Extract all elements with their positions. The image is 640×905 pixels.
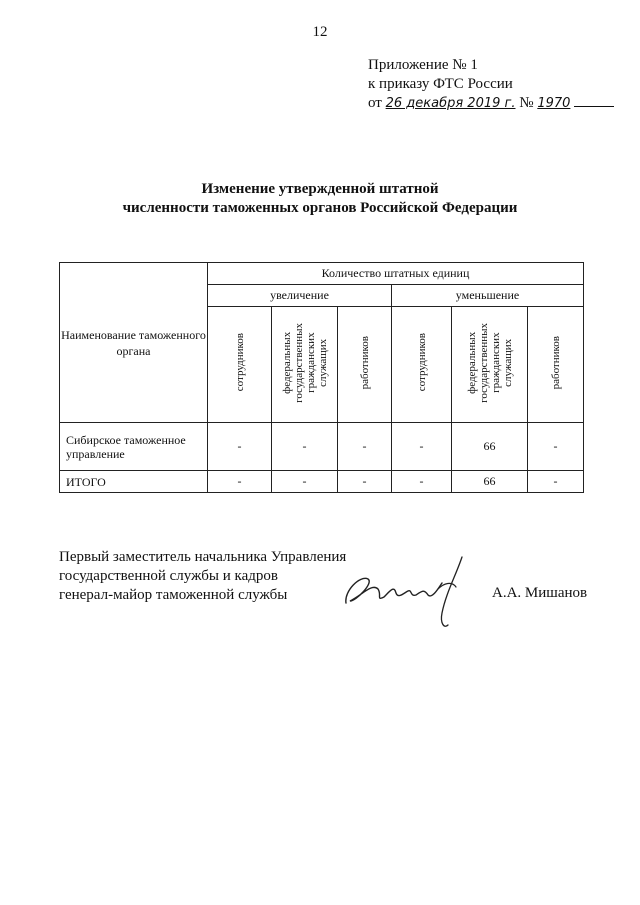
order-date: 26 декабря 2019 г. [385,96,516,111]
header-dec-employees: сотрудников [392,307,452,423]
signer-line3: генерал-майор таможенной службы [59,587,288,603]
cell: - [338,423,392,471]
cell: - [208,471,272,493]
cell: 66 [452,471,528,493]
cell: - [272,471,338,493]
header-decrease: уменьшение [392,285,584,307]
signer-block [59,548,346,605]
staffing-table [59,262,584,493]
cell: - [392,423,452,471]
cell: - [528,471,584,493]
header-dec-workers: работников [528,307,584,423]
document-title [0,180,640,218]
cell: - [338,471,392,493]
number-label: № [519,95,534,111]
underline-fill [574,94,614,107]
header-dec-civil-servants: федеральных государственных гражданских служащих [452,307,528,423]
appendix-line2: к приказу ФТС России [368,76,513,92]
row-org-name: Сибирское таможенное управление [60,423,208,471]
appendix-line1: Приложение № 1 [368,57,478,73]
page-number: 12 [312,24,328,40]
signer-line1: Первый заместитель начальника Управления [59,549,347,565]
header-inc-workers: работников [338,307,392,423]
cell: 66 [452,423,528,471]
cell: - [528,423,584,471]
title-line1: Изменение утвержденной штатной [201,181,439,197]
table-row-total [60,471,584,493]
header-increase: увеличение [208,285,392,307]
signer-name: А.А. Мишанов [492,585,588,601]
order-number: 1970 [537,96,571,111]
signer-line2: государственной службы и кадров [59,568,278,584]
cell: - [272,423,338,471]
appendix-line3 [368,94,614,113]
table-row [60,423,584,471]
header-group: Количество штатных единиц [208,263,584,285]
header-inc-civil-servants: федеральных государственных гражданских служащих [272,307,338,423]
row-total-label: ИТОГО [60,471,208,493]
title-line2: численности таможенных органов Российской Федерации [122,200,518,216]
signature-icon [338,553,478,633]
appendix-prefix: от [368,95,382,111]
cell: - [392,471,452,493]
header-inc-employees: сотрудников [208,307,272,423]
header-org-name: Наименование таможенного органа [60,263,208,423]
cell: - [208,423,272,471]
appendix-block [368,56,614,113]
